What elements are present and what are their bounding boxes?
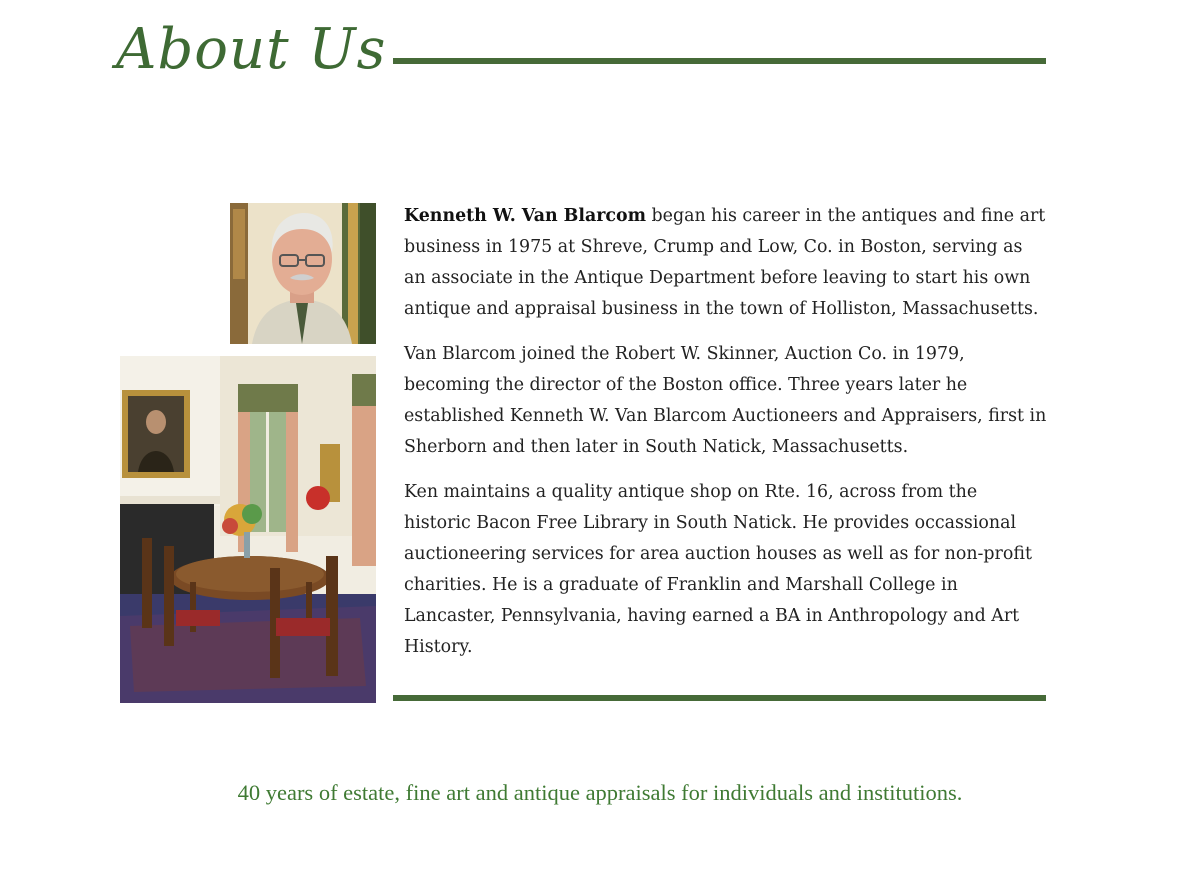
bio-paragraph-3: Ken maintains a quality antique shop on Rte. 16, across from the historic Bacon Free Library in South Natick. He provides occassional auctioneering services for area auction houses as well as for non-profit charities. He is a graduate of Franklin and Marshall College in Lancaster, Pennsylvania, having earned a BA in Anthropology and Art History.: [404, 482, 1032, 657]
bio-text: [404, 201, 1049, 677]
footer-divider: [393, 695, 1046, 701]
bio-name: Kenneth W. Van Blarcom: [404, 206, 646, 226]
bio-paragraph-1: [404, 201, 1049, 325]
bio-paragraph-2: Van Blarcom joined the Robert W. Skinner, Auction Co. in 1979, becoming the director of the Boston office. Three years later he established Kenneth W. Van Blarcom Auctioneers and Appraisers, first in Sherborn and then later in South Natick, Massachusetts.: [404, 344, 1047, 457]
dining-room-photo: [120, 356, 376, 703]
page-title: About Us: [116, 17, 387, 82]
header-divider: [393, 58, 1046, 64]
portrait-photo: [230, 203, 376, 344]
bio-paragraph-1-text: began his career in the antiques and fine art business in 1975 at Shreve, Crump and Low, Co. in Boston, serving as an associate in the Antique Department before leaving to start his own antique and appraisal business in the town of Holliston, Massachusetts.: [404, 206, 1046, 319]
footer-tagline: 40 years of estate, fine art and antique appraisals for individuals and institutions.: [237, 780, 963, 805]
